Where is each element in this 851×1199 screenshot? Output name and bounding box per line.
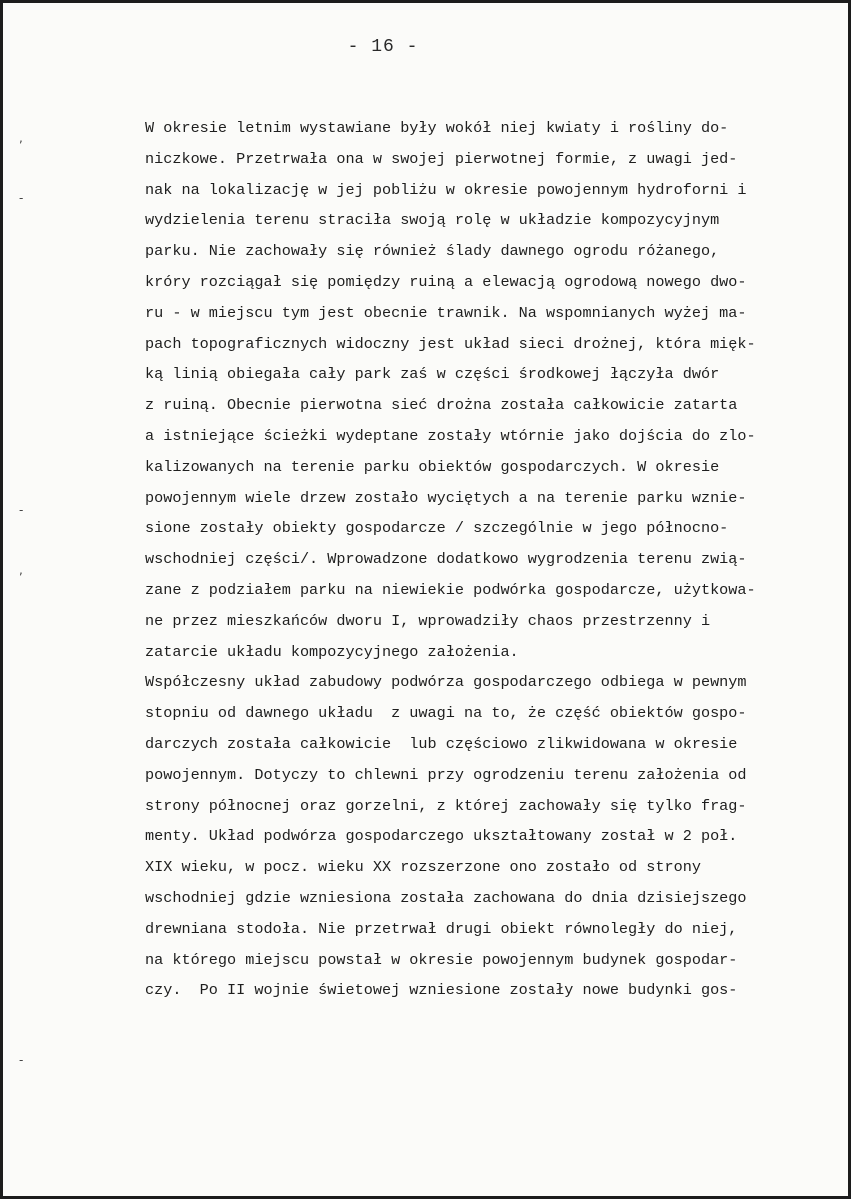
text-line: zane z podziałem parku na niewiekie podwórka gospodarcze, użytkowa- xyxy=(145,580,756,599)
text-line: XIX wieku, w pocz. wieku XX rozszerzone ono zostało od strony xyxy=(145,858,701,877)
text-line: króry rozciągał się pomiędzy ruiną a elewacją ogrodową nowego dwo- xyxy=(145,272,747,291)
text-line: kalizowanych na terenie parku obiektów gospodarczych. W okresie xyxy=(145,457,720,476)
text-line: W okresie letnim wystawiane były wokół niej kwiaty i rośliny do- xyxy=(145,119,729,137)
text-line: powojennym wiele drzew zostało wyciętych a na terenie parku wznie- xyxy=(145,488,747,507)
margin-tick: - xyxy=(19,503,24,517)
text-line: na którego miejscu powstał w okresie powojennym budynek gospodar- xyxy=(145,950,738,969)
text-line: ne przez mieszkańców dworu I, wprowadziły chaos przestrzenny i xyxy=(145,611,711,630)
margin-tick: , xyxy=(19,131,23,145)
text-line: menty. Układ podwórza gospodarczego ukształtowany został w 2 poł. xyxy=(145,827,738,846)
document-page xyxy=(3,3,848,1196)
text-line: ką linią obiegała cały park zaś w części środkowej łączyła dwór xyxy=(145,365,720,384)
margin-tick: , xyxy=(19,563,23,577)
text-line: strony północnej oraz gorzelni, z której zachowały się tylko frag- xyxy=(145,796,747,815)
text-line: parku. Nie zachowały się również ślady dawnego ogrodu różanego, xyxy=(145,242,720,261)
text-line: czy. Po II wojnie świetowej wzniesione zostały nowe budynki gos- xyxy=(145,981,738,1000)
text-line: wydzielenia terenu straciła swoją rolę w układzie kompozycyjnym xyxy=(145,211,720,230)
margin-tick: - xyxy=(19,1053,24,1067)
page-number: - 16 - xyxy=(347,37,419,57)
text-line: ru - w miejscu tym jest obecnie trawnik. Na wspomnianych wyżej ma- xyxy=(145,303,747,322)
text-line: drewniana stodoła. Nie przetrwał drugi obiekt równoległy do niej, xyxy=(145,919,738,938)
margin-tick: - xyxy=(19,191,24,205)
text-line: wschodniej części/. Wprowadzone dodatkowo wygrodzenia terenu zwią- xyxy=(145,550,747,569)
text-line: powojennym. Dotyczy to chlewni przy ogrodzeniu terenu założenia od xyxy=(145,765,747,784)
body-text xyxy=(145,113,835,1006)
text-line: pach topograficznych widoczny jest układ sieci drożnej, która mięk- xyxy=(145,334,756,353)
text-line: niczkowe. Przetrwała ona w swojej pierwotnej formie, z uwagi jed- xyxy=(145,149,738,168)
text-line: zatarcie układu kompozycyjnego założenia. xyxy=(145,642,519,661)
text-line: sione zostały obiekty gospodarcze / szczególnie w jego północno- xyxy=(145,519,729,538)
text-line: wschodniej gdzie wzniesiona została zachowana do dnia dzisiejszego xyxy=(145,888,747,907)
text-line: nak na lokalizację w jej pobliżu w okresie powojennym hydroforni i xyxy=(145,180,747,199)
text-line: z ruiną. Obecnie pierwotna sieć drożna została całkowicie zatarta xyxy=(145,396,738,415)
text-line: Współczesny układ zabudowy podwórza gospodarczego odbiega w pewnym xyxy=(145,673,747,692)
text-line: a istniejące ścieżki wydeptane zostały wtórnie jako dojścia do zlo- xyxy=(145,426,756,445)
text-line: darczych została całkowicie lub częściowo zlikwidowana w okresie xyxy=(145,734,738,753)
text-line: stopniu od dawnego układu z uwagi na to, że część obiektów gospo- xyxy=(145,704,747,723)
